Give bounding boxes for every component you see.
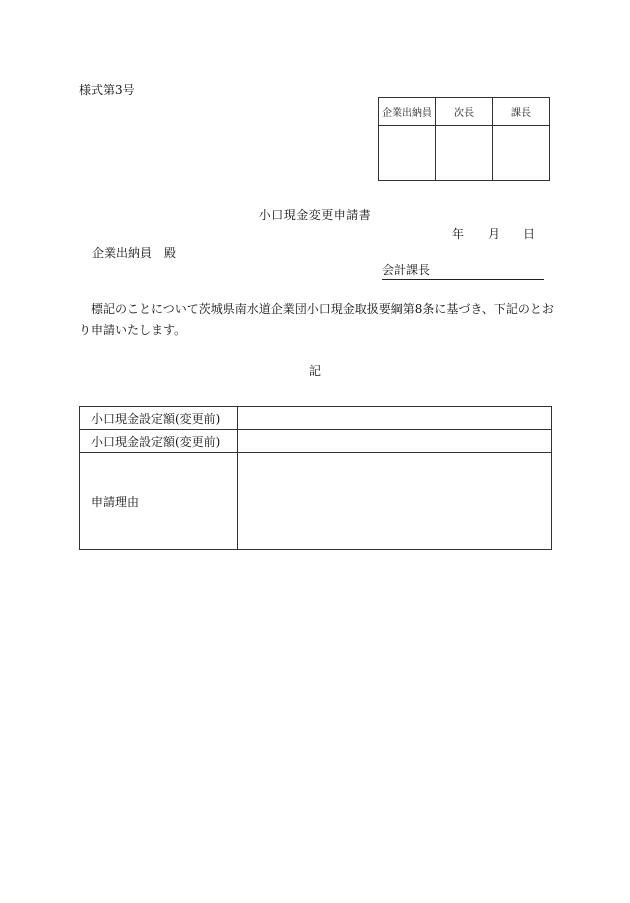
approval-header-deputy: 次長 [436, 98, 493, 126]
row-value-reason[interactable] [238, 453, 552, 550]
applicant-signature-line[interactable]: 会計課長 [382, 261, 544, 280]
addressee: 企業出納員 殿 [92, 246, 177, 260]
table-row [80, 407, 552, 430]
document-title: 小口現金変更申請書 [258, 208, 372, 222]
row-label-reason: 申請理由 [80, 453, 238, 550]
date-day-label: 日 [523, 227, 536, 241]
date-month-label: 月 [488, 227, 501, 241]
approval-header-cashier: 企業出納員 [379, 98, 436, 126]
detail-table [79, 406, 552, 550]
date-year-label: 年 [452, 227, 465, 241]
form-number: 様式第3号 [79, 83, 135, 97]
approval-header-chief: 課長 [493, 98, 550, 126]
table-row [80, 430, 552, 453]
approval-stamp-table [378, 97, 550, 181]
row-label-amount-before: 小口現金設定額(変更前) [80, 407, 238, 430]
row-value-amount-second[interactable] [238, 430, 552, 453]
body-paragraph: 標記のことについて茨城県南水道企業団小口現金取扱要綱第8条に基づき、下記のとおり申請いたします。 [79, 302, 554, 337]
approval-stamp-cashier[interactable] [379, 126, 436, 181]
approval-stamp-chief[interactable] [493, 126, 550, 181]
row-label-amount-second: 小口現金設定額(変更前) [80, 430, 238, 453]
ki-heading: 記 [308, 364, 321, 378]
table-row [80, 453, 552, 550]
row-value-amount-before[interactable] [238, 407, 552, 430]
approval-stamp-deputy[interactable] [436, 126, 493, 181]
